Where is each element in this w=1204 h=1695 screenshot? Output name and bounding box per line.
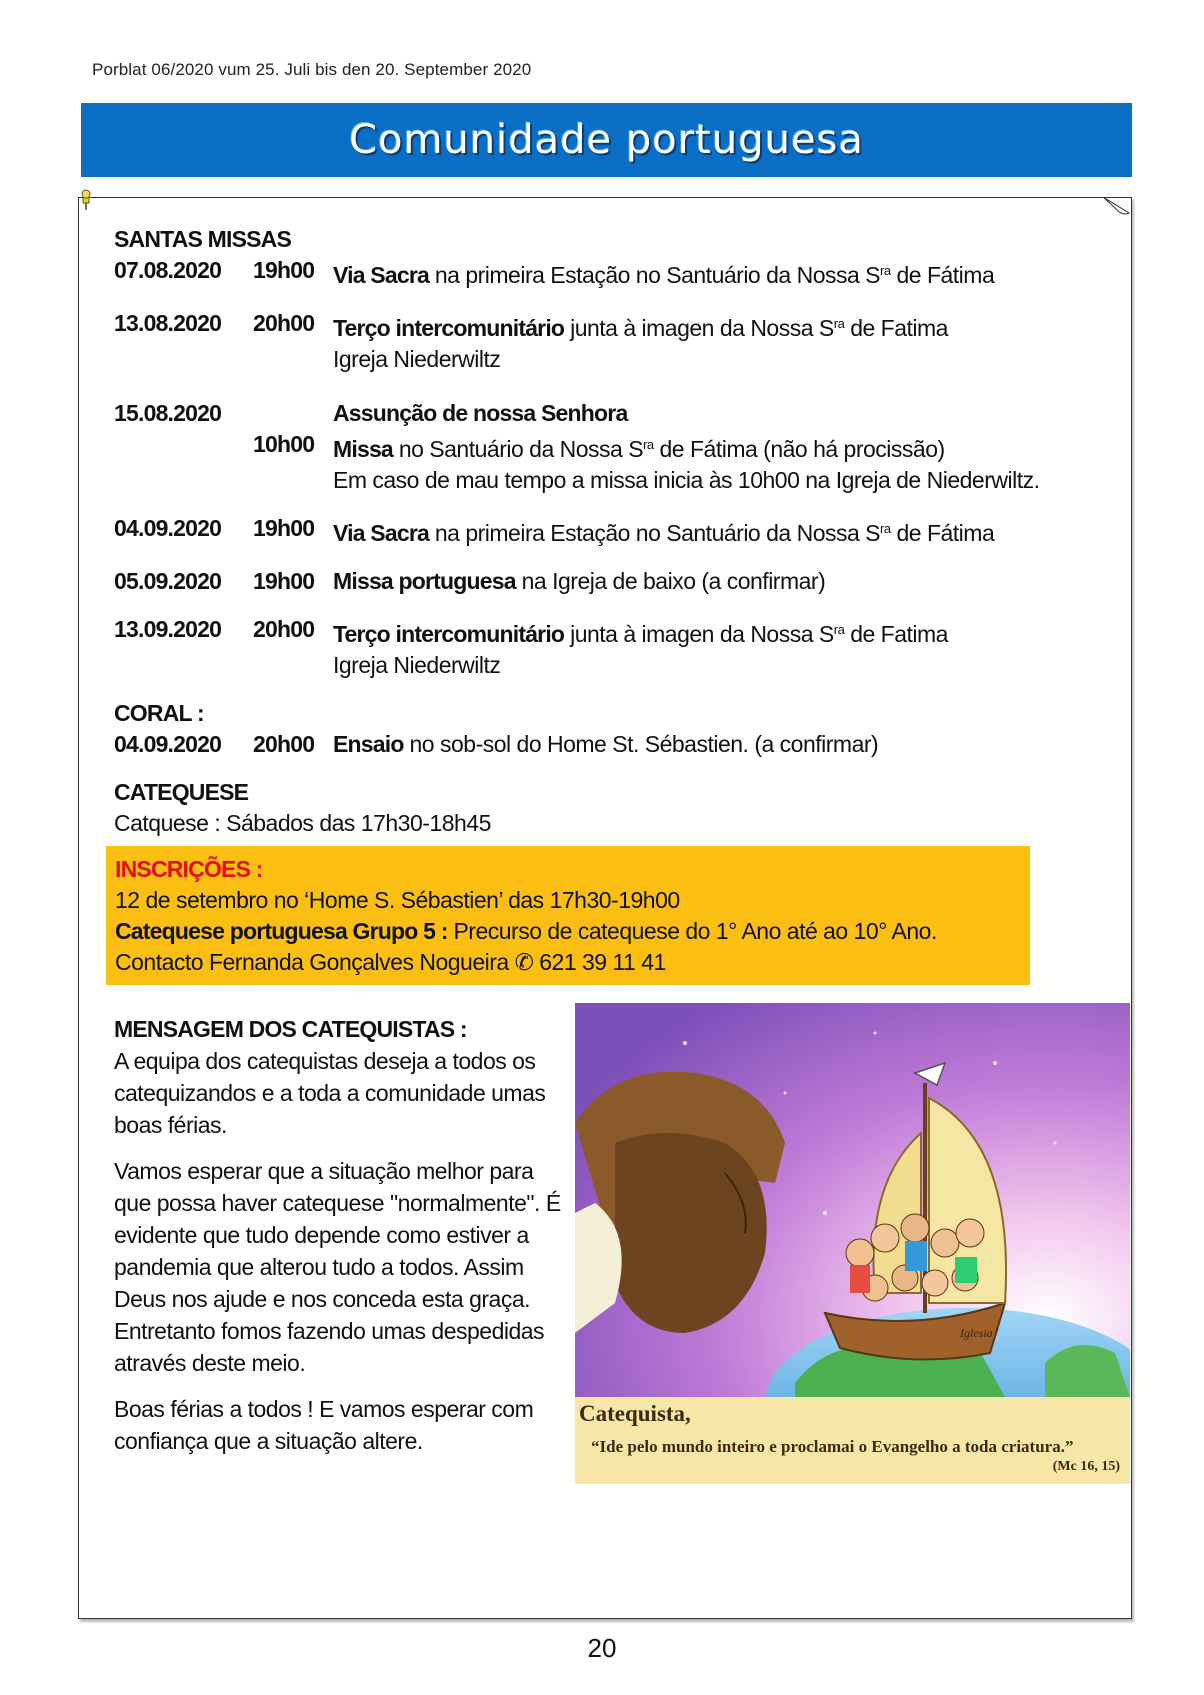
catequese-heading: CATEQUESE (114, 779, 249, 805)
schedule-row: 05.09.2020 19h00 Missa portuguesa na Igreja de baixo (a confirmar) (114, 568, 826, 594)
illustration-caption (575, 1397, 1130, 1484)
pushpin-icon (80, 189, 92, 211)
inscricoes-heading: INSCRIÇÕES : (115, 856, 263, 882)
schedule-row: 04.09.2020 20h00 Ensaio no sob-sol do Home St. Sébastien. (a confirmar) (114, 731, 879, 757)
missas-heading: SANTAS MISSAS (114, 226, 292, 252)
page-curl-icon (1103, 197, 1131, 219)
mensagem-section (114, 1013, 574, 1471)
title-banner (81, 103, 1132, 177)
schedule-row: 13.08.2020 20h00 Terço intercomunitário junta à imagen da Nossa $S^{ra}$ de Fatima Igreja Niederwiltz (114, 310, 948, 372)
mensagem-heading: MENSAGEM DOS CATEQUISTAS : (114, 1016, 467, 1042)
catequista-illustration (575, 1003, 1130, 1397)
caption-reference: (Mc 16, 15) (1052, 1459, 1120, 1474)
caption-title: Catequista, (579, 1401, 691, 1426)
schedule-row: 15.08.2020 Assunção de nossa Senhora (114, 400, 628, 426)
inscricoes-box (106, 846, 1030, 985)
page-title: Comunidade portuguesa (349, 117, 864, 163)
coral-heading: CORAL : (114, 700, 204, 726)
mensagem-paragraph: Vamos esperar que a situação melhor para que possa haver catequese "normalmente". É evidente que tudo depende como estiver a pandemia que alterou tudo a todos. Assim Deus nos ajude e nos conceda esta graça. Entretanto fomos fazendo umas despedidas através deste meio. (114, 1158, 561, 1376)
schedule-row: 04.09.2020 19h00 Via Sacra na primeira Estação no Santuário da Nossa $S^{ra}$ de Fátima (114, 515, 995, 546)
caption-quote: “Ide pelo mundo inteiro e proclamai o Evangelho a toda criatura.” (591, 1437, 1074, 1456)
inscricoes-contact: Contacto Fernanda Gonçalves Nogueira ✆ 621 39 11 41 (115, 949, 666, 975)
inscricoes-date: 12 de setembro no ‘Home S. Sébastien’ das 17h30-19h00 (115, 887, 680, 913)
issue-line: Porblat 06/2020 vum 25. Juli bis den 20. September 2020 (92, 60, 532, 79)
page-number: 20 (587, 1633, 617, 1663)
schedule-row: 10h00 Missa no Santuário da Nossa $S^{ra}$ de Fátima (não há procissão) Em caso de mau tempo a missa inicia às 10h00 na Igreja de Niederwiltz. (253, 431, 1040, 493)
schedule-row: 07.08.2020 19h00 Via Sacra na primeira Estação no Santuário da Nossa $S^{ra}$ de Fátima (114, 257, 995, 288)
mensagem-paragraph: A equipa dos catequistas deseja a todos os catequizandos e a toda a comunidade umas boas férias. (114, 1048, 546, 1138)
schedule-section (114, 224, 1114, 839)
schedule-row: 13.09.2020 20h00 Terço intercomunitário junta à imagen da Nossa $S^{ra}$ de Fatima Igreja Niederwiltz (114, 616, 948, 678)
mensagem-paragraph: Boas férias a todos ! E vamos esperar com confiança que a situação altere. (114, 1396, 534, 1454)
boat-label: Iglesia (960, 1326, 993, 1340)
catequese-line: Catquese : Sábados das 17h30-18h45 (114, 810, 491, 836)
inscricoes-grupo: Catequese portuguesa Grupo 5 : Precurso de catequese do 1° Ano até ao 10° Ano. (115, 918, 937, 944)
